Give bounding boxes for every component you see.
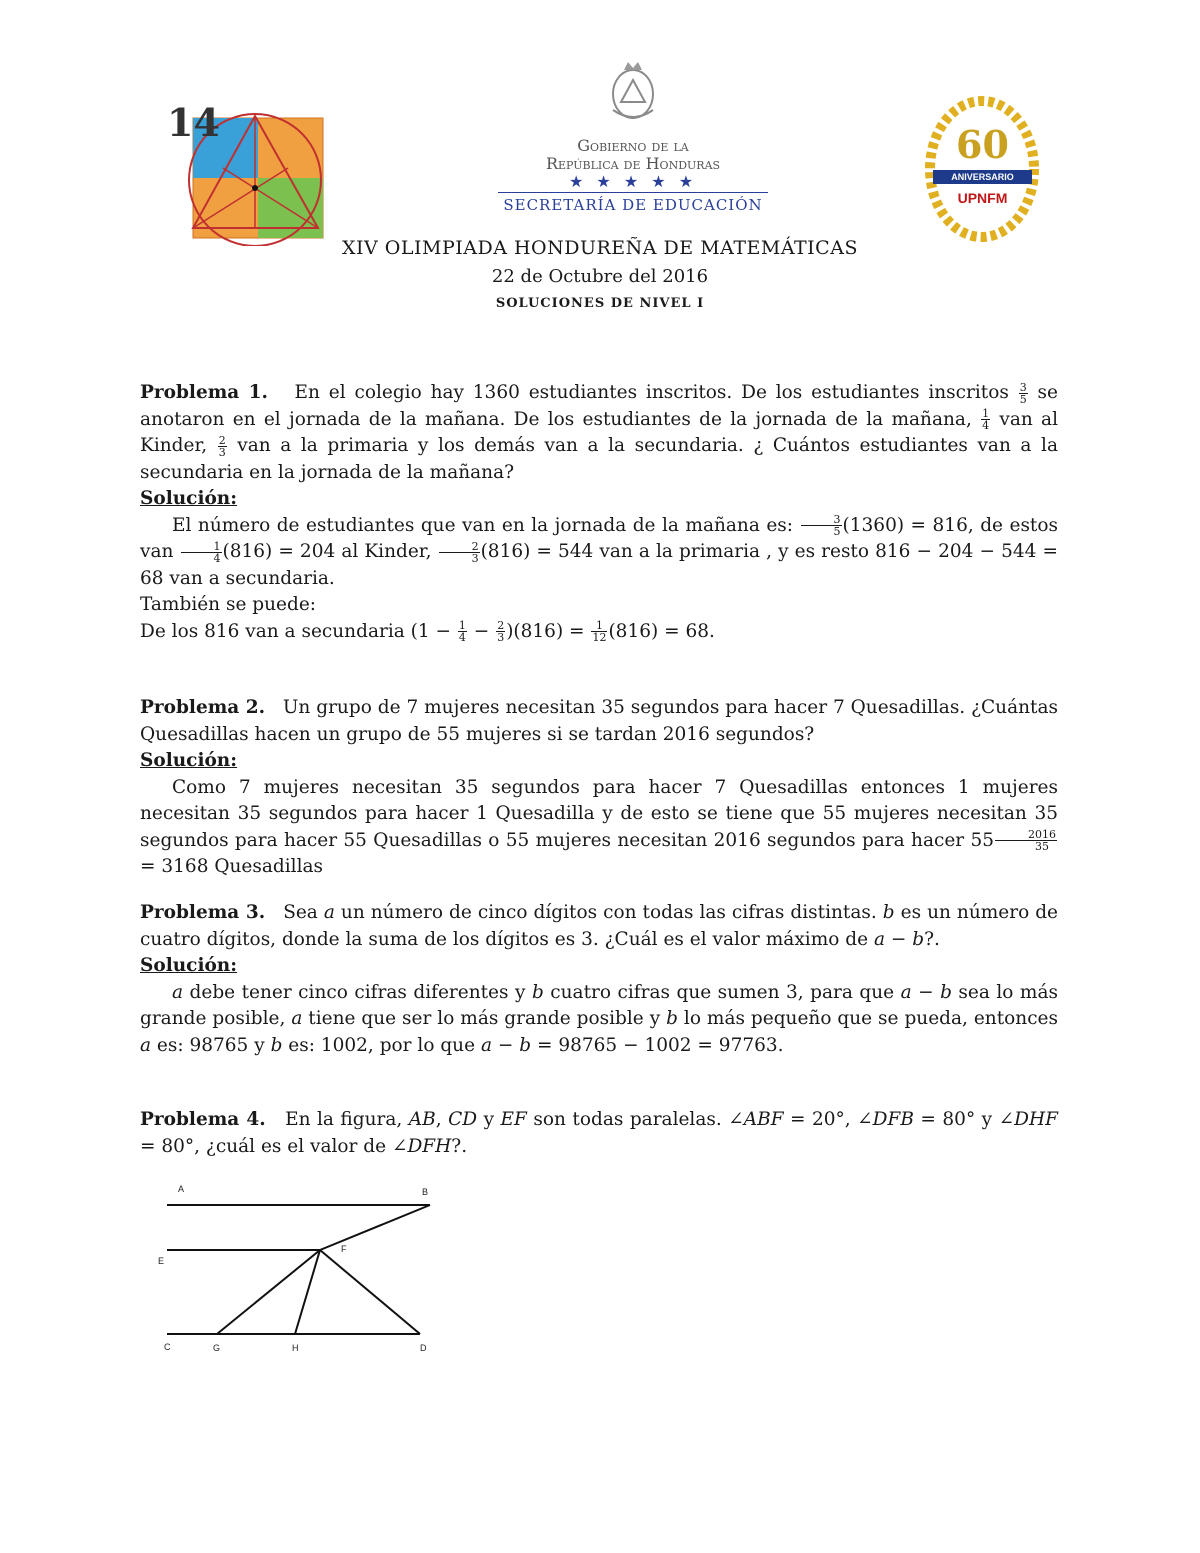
- laurel-wreath-icon: [925, 94, 1040, 244]
- page-date: 22 de Octubre del 2016: [491, 266, 709, 287]
- solution-text: = 3168 Quesadillas: [140, 856, 324, 877]
- solution-text: De los 816 van a secundaria (1 −: [140, 620, 452, 642]
- solution-text: −: [473, 620, 490, 642]
- fraction: $\frac{2}{3}$: [218, 433, 226, 459]
- page-subtitle: SOLUCIONES DE NIVEL I: [495, 296, 705, 311]
- gov-line-3: SECRETARÍA DE EDUCACIÓN: [503, 196, 763, 214]
- anniversary-badge: [925, 94, 1040, 244]
- solution-label: Solución:: [140, 750, 238, 771]
- problem-1-text: se anotaron en el jornada de la mañana. De los estudiantes de la jornada de la mañana,: [140, 382, 1058, 430]
- solution-text: El número de estudiantes que van en la jornada de la mañana es:: [172, 514, 794, 536]
- badge-name: UPNFM: [957, 190, 1008, 206]
- problem-1: [140, 380, 1058, 645]
- gov-line-2: República de Honduras: [545, 154, 721, 173]
- label-f: F: [341, 1244, 347, 1254]
- problem-2-text: Un grupo de 7 mujeres necesitan 35 segundos para hacer 7 Quesadillas. ¿Cuántas Quesadillas hacen un grupo de 55 mujeres si se tardan 2016 segundos?: [140, 697, 1058, 745]
- label-g: G: [213, 1343, 221, 1353]
- gov-line-1: Gobierno de la: [577, 136, 689, 155]
- fraction: $\frac{2}{3}$: [439, 541, 480, 564]
- solution-text: (1360) = 816, de estos van: [140, 514, 1058, 562]
- badge-number: 60: [956, 122, 1009, 167]
- solution-label: Solución:: [140, 488, 238, 509]
- solution-text: Como 7 mujeres necesitan 35 segundos para hacer 7 Quesadillas entonces 1 mujeres necesitan 35 segundos para hacer 1 Quesadilla y de esto se tiene que 55 mujeres necesitan 35 segundos para hacer 55 Quesadillas o 55 mujeres necesitan 2016 segundos para hacer 55: [140, 776, 1058, 851]
- fraction: $\frac{1}{4}$: [982, 407, 990, 432]
- label-c: C: [164, 1342, 171, 1352]
- page-title: XIV OLIMPIADA HONDUREÑA DE MATEMÁTICAS: [342, 237, 858, 259]
- problem-1-label: Problema 1.: [140, 382, 268, 403]
- fraction: $\frac{1}{4}$: [458, 619, 466, 644]
- segment-fg: [217, 1250, 320, 1334]
- also-label: También se puede:: [140, 594, 317, 615]
- olympiad-logo: [163, 98, 338, 246]
- label-a: A: [178, 1184, 185, 1194]
- solution-label: Solución:: [140, 955, 238, 976]
- solution-text: )(816) =: [506, 620, 585, 642]
- problem-1-text: van a la primaria y los demás van a la secundaria. ¿ Cuántos estudiantes van a la secundaria en la jornada de la mañana?: [140, 435, 1058, 483]
- divider: [498, 192, 768, 193]
- fraction: $\frac{2016}{35}$: [995, 829, 1057, 852]
- label-d: D: [420, 1343, 427, 1353]
- fraction: $\frac{1}{4}$: [181, 541, 222, 564]
- label-h: H: [292, 1343, 299, 1353]
- segment-fh: [295, 1250, 320, 1334]
- problem-3: Problema 3. Sea a un número de cinco dígitos con todas las cifras distintas. b es un número de cuatro dígitos, donde la suma de los dígitos es 3. ¿Cuál es el valor máximo de a − b?. Solución: a debe tener cinco cifras diferentes y b cuatro cifras que sumen 3, para que a − b sea lo más grande posible, a tiene que ser lo más grande posible y b lo más pequeño que se pueda, entonces a es: 98765 y b es: 1002, por lo que a − b = 98765 − 1002 = 97763.: [140, 902, 1059, 1056]
- fraction: $\frac{1}{12}$: [592, 619, 607, 644]
- problem-4: Problema 4. En la figura, AB, CD y EF son todas paralelas. ∠ABF = 20°, ∠DFB = 80° y ∠DHF = 80°, ¿cuál es el valor de ∠DFH?.: [140, 1109, 1058, 1157]
- segment-fd: [320, 1250, 420, 1334]
- problem-1-text: En el colegio hay 1360 estudiantes inscritos. De los estudiantes inscritos: [294, 382, 1009, 403]
- geometry-figure: [155, 1178, 445, 1358]
- gov-stars: ★ ★ ★ ★ ★: [568, 172, 698, 191]
- government-logo: [498, 58, 768, 218]
- solution-text: (816) = 204 al Kinder,: [222, 541, 432, 562]
- badge-ribbon: ANIVERSARIO: [933, 170, 1032, 184]
- honduras-coat-of-arms-icon: [608, 58, 658, 126]
- solution-text: (816) = 544 van a la primaria , y es resto 816 − 204 − 544 = 68 van a secundaria.: [140, 541, 1058, 589]
- problem-1-text: van al Kinder,: [140, 408, 1058, 456]
- problem-4-label: Problema 4.: [140, 1109, 266, 1130]
- label-b: B: [422, 1187, 429, 1197]
- fraction: $\frac{3}{5}$: [1019, 380, 1027, 406]
- fraction: $\frac{3}{5}$: [801, 514, 842, 537]
- problem-2: [140, 695, 1058, 881]
- svg-text:14: 14: [167, 100, 220, 145]
- solution-text: (816) = 68.: [608, 620, 715, 642]
- segment-fb: [320, 1205, 430, 1250]
- label-e: E: [158, 1256, 165, 1266]
- problem-2-label: Problema 2.: [140, 697, 266, 718]
- fraction: $\frac{2}{3}$: [497, 619, 505, 644]
- problem-3-label: Problema 3.: [140, 902, 266, 923]
